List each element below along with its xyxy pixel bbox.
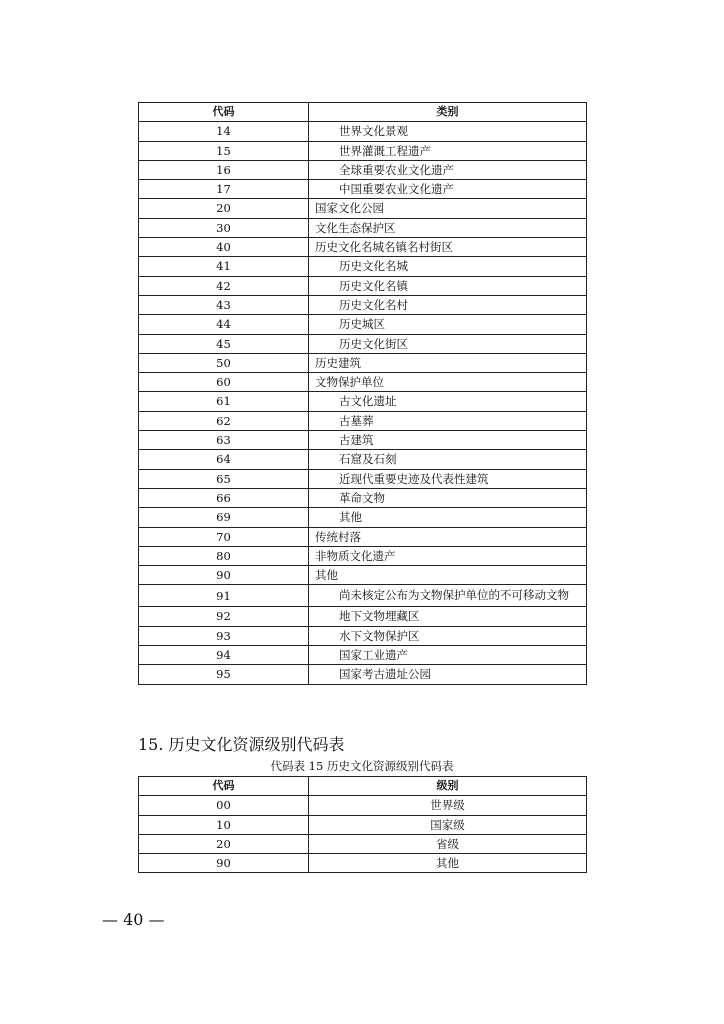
table-row (139, 854, 587, 873)
row-category: 历史文化街区 (309, 334, 587, 353)
row-code: 60 (139, 373, 309, 392)
row-category: 古文化遗址 (309, 392, 587, 411)
row-code: 66 (139, 488, 309, 507)
row-category: 文化生态保护区 (309, 218, 587, 237)
row-level: 其他 (309, 854, 587, 873)
row-code: 40 (139, 238, 309, 257)
table-row (139, 607, 587, 626)
row-category: 水下文物保护区 (309, 626, 587, 645)
row-code: 30 (139, 218, 309, 237)
table-row (139, 353, 587, 372)
table-caption: 代码表 15 历史文化资源级别代码表 (270, 759, 454, 773)
row-code: 64 (139, 450, 309, 469)
row-code: 61 (139, 392, 309, 411)
table-header-row (139, 777, 587, 796)
header-level: 级别 (309, 777, 587, 796)
table-row (139, 566, 587, 585)
table-row (139, 238, 587, 257)
row-code: 92 (139, 607, 309, 626)
table-row (139, 585, 587, 607)
table-row (139, 796, 587, 815)
row-category: 历史文化名城 (309, 257, 587, 276)
header-category: 类别 (309, 103, 587, 122)
row-code: 14 (139, 122, 309, 141)
table-row (139, 431, 587, 450)
row-category: 古建筑 (309, 431, 587, 450)
table-row (139, 469, 587, 488)
row-category: 近现代重要史迹及代表性建筑 (309, 469, 587, 488)
table-row (139, 160, 587, 179)
row-category: 中国重要农业文化遗产 (309, 180, 587, 199)
row-code: 90 (139, 566, 309, 585)
row-category: 全球重要农业文化遗产 (309, 160, 587, 179)
row-category: 地下文物埋藏区 (309, 607, 587, 626)
row-code: 15 (139, 141, 309, 160)
row-category: 传统村落 (309, 527, 587, 546)
row-category: 其他 (309, 566, 587, 585)
table-body (139, 796, 587, 873)
row-category: 历史文化名城名镇名村街区 (309, 238, 587, 257)
row-code: 62 (139, 411, 309, 430)
table-row (139, 392, 587, 411)
row-code: 95 (139, 665, 309, 684)
table-row (139, 450, 587, 469)
table-row (139, 334, 587, 353)
row-code: 20 (139, 199, 309, 218)
row-code: 16 (139, 160, 309, 179)
resource-category-table (138, 102, 587, 685)
row-code: 10 (139, 815, 309, 834)
table-row (139, 665, 587, 684)
table-row (139, 141, 587, 160)
row-category: 国家考古遗址公园 (309, 665, 587, 684)
row-category: 历史文化名镇 (309, 276, 587, 295)
section-title: 15. 历史文化资源级别代码表 (138, 735, 345, 754)
table-row (139, 122, 587, 141)
row-code: 91 (139, 585, 309, 607)
row-category: 文物保护单位 (309, 373, 587, 392)
row-category: 非物质文化遗产 (309, 546, 587, 565)
row-category: 革命文物 (309, 488, 587, 507)
row-category: 国家文化公园 (309, 199, 587, 218)
row-category: 尚未核定公布为文物保护单位的不可移动文物 (309, 585, 587, 607)
resource-level-table (138, 776, 587, 873)
row-code: 41 (139, 257, 309, 276)
row-category: 世界文化景观 (309, 122, 587, 141)
table-row (139, 257, 587, 276)
table-row (139, 218, 587, 237)
table-row (139, 488, 587, 507)
table-row (139, 815, 587, 834)
row-code: 93 (139, 626, 309, 645)
row-category: 国家工业遗产 (309, 646, 587, 665)
row-level: 国家级 (309, 815, 587, 834)
row-level: 世界级 (309, 796, 587, 815)
row-code: 69 (139, 508, 309, 527)
row-code: 70 (139, 527, 309, 546)
row-category: 历史城区 (309, 315, 587, 334)
table-row (139, 373, 587, 392)
table-body (139, 122, 587, 684)
row-code: 94 (139, 646, 309, 665)
table-header-row (139, 103, 587, 122)
table-row (139, 508, 587, 527)
row-code: 44 (139, 315, 309, 334)
table-row (139, 276, 587, 295)
table-row (139, 199, 587, 218)
row-category: 历史建筑 (309, 353, 587, 372)
row-code: 43 (139, 295, 309, 314)
row-category: 古墓葬 (309, 411, 587, 430)
row-code: 90 (139, 854, 309, 873)
table-row (139, 527, 587, 546)
row-code: 20 (139, 834, 309, 853)
page-number: — 40 — (102, 910, 165, 929)
row-code: 80 (139, 546, 309, 565)
row-level: 省级 (309, 834, 587, 853)
row-category: 其他 (309, 508, 587, 527)
table-row (139, 411, 587, 430)
table-row (139, 315, 587, 334)
row-category: 石窟及石刻 (309, 450, 587, 469)
row-code: 65 (139, 469, 309, 488)
row-code: 45 (139, 334, 309, 353)
table-row (139, 834, 587, 853)
row-code: 17 (139, 180, 309, 199)
row-code: 42 (139, 276, 309, 295)
row-code: 00 (139, 796, 309, 815)
table-row (139, 626, 587, 645)
table-row (139, 295, 587, 314)
row-code: 63 (139, 431, 309, 450)
row-category: 世界灌溉工程遗产 (309, 141, 587, 160)
row-category: 历史文化名村 (309, 295, 587, 314)
header-code: 代码 (139, 103, 309, 122)
header-code: 代码 (139, 777, 309, 796)
row-code: 50 (139, 353, 309, 372)
table-row (139, 546, 587, 565)
table-row (139, 646, 587, 665)
table-row (139, 180, 587, 199)
